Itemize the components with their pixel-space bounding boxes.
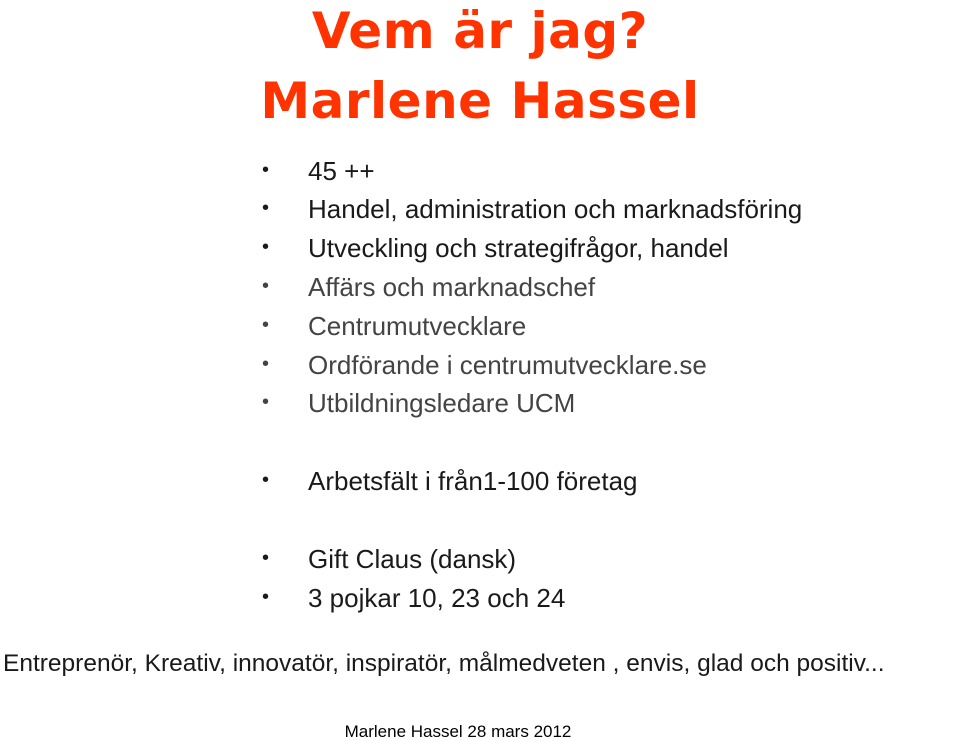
bullet-text: Utveckling och strategifrågor, handel xyxy=(308,233,729,263)
bullet-text: Centrumutvecklare xyxy=(308,311,527,341)
slide-title-line-1: Vem är jag? xyxy=(311,2,649,60)
bullet-icon: • xyxy=(262,159,270,181)
bullet-text: Handel, administration och marknadsföring xyxy=(308,194,803,224)
bullet-icon: • xyxy=(262,275,270,297)
slide-title-line-2: Marlene Hassel xyxy=(260,72,700,130)
tagline: Entreprenör, Kreativ, innovatör, inspiratör, målmedveten , envis, glad och positiv... xyxy=(3,650,885,677)
bullet-text: Gift Claus (dansk) xyxy=(308,544,517,574)
bullet-icon: • xyxy=(262,353,270,375)
bullet-text: Ordförande i centrumutvecklare.se xyxy=(308,350,707,380)
bullet-icon: • xyxy=(262,236,270,258)
bullet-icon: • xyxy=(262,547,270,569)
bullet-text: 3 pojkar 10, 23 och 24 xyxy=(308,583,566,613)
bullet-icon: • xyxy=(262,469,270,491)
bullet-icon: • xyxy=(262,586,270,608)
bullet-icon: • xyxy=(262,314,270,336)
bullet-icon: • xyxy=(262,391,270,413)
bullet-text: Arbetsfält i från1-100 företag xyxy=(308,466,638,496)
slide-footer: Marlene Hassel 28 mars 2012 xyxy=(344,722,572,741)
bullet-text: 45 ++ xyxy=(308,156,375,186)
bullet-text: Utbildningsledare UCM xyxy=(308,388,576,418)
bullet-icon: • xyxy=(262,197,270,219)
bullet-text: Affärs och marknadschef xyxy=(308,272,596,302)
